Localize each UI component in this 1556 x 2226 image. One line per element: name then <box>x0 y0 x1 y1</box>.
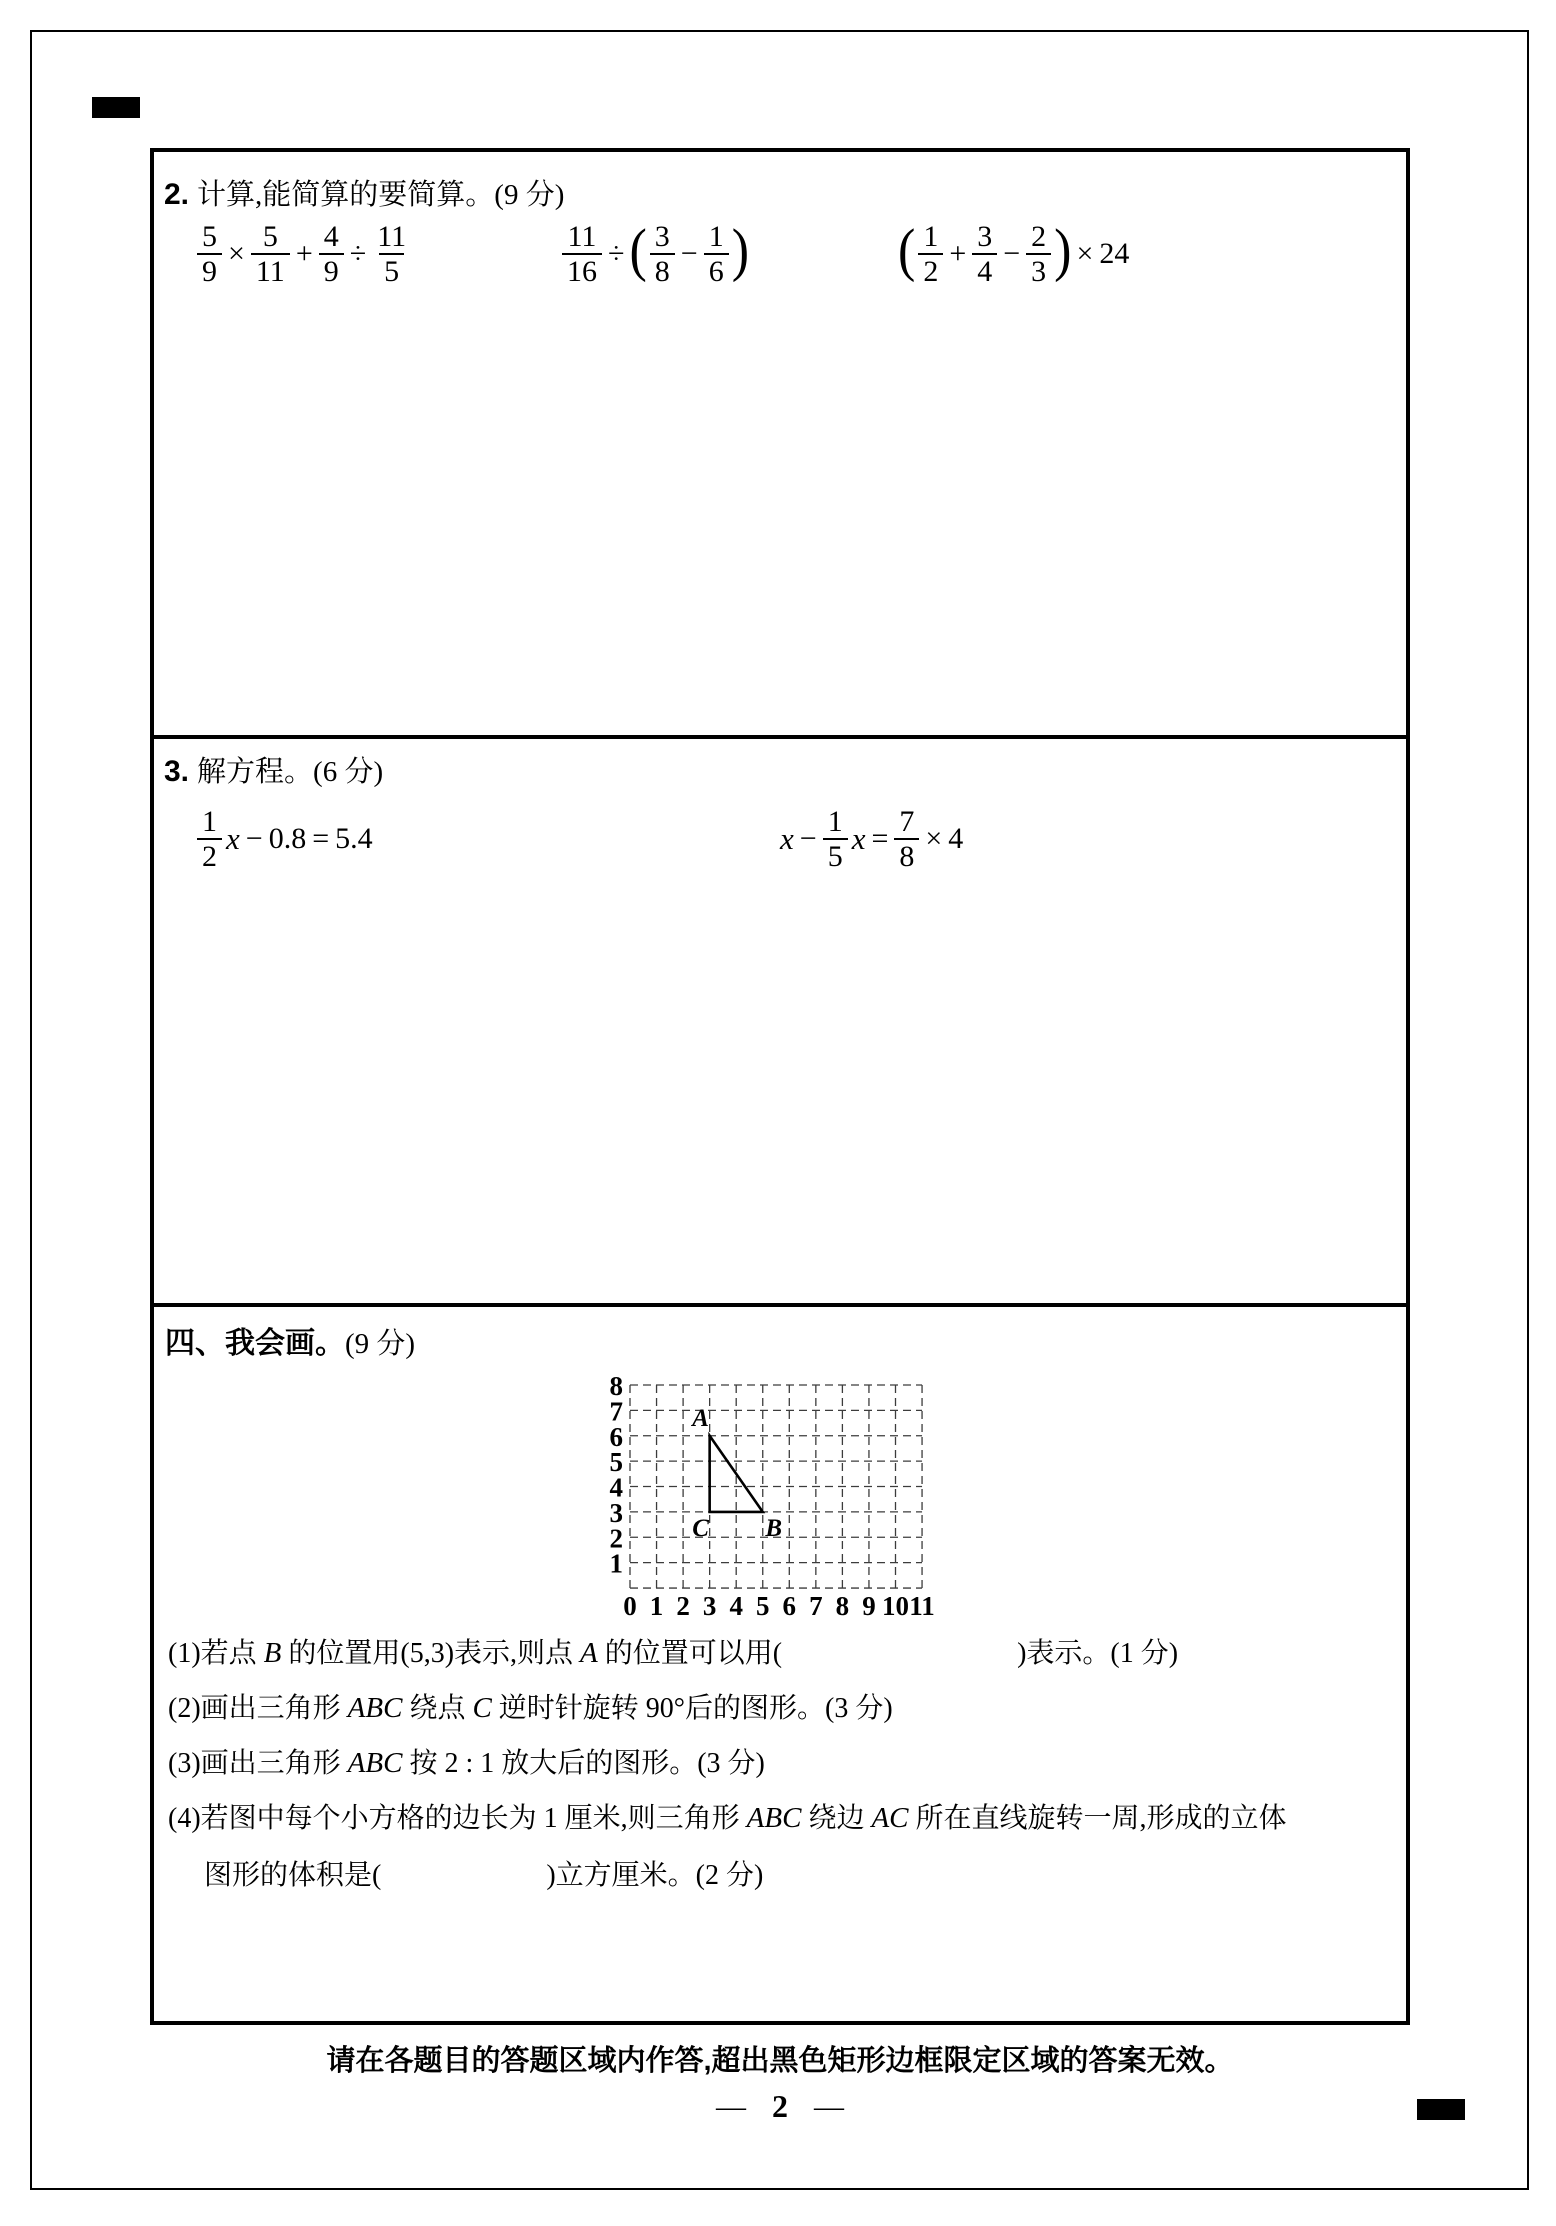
registration-mark-top-left <box>92 97 140 118</box>
expression-1: $\frac{5}{9}$ × $\frac{5}{11}$ + $\frac{4}{9}$ ÷ $\frac{11}{5}$ <box>195 220 413 288</box>
question-2-title <box>164 172 564 213</box>
svg-text:0: 0 <box>623 1591 637 1621</box>
answer-blank <box>782 1661 1017 1662</box>
vertex-label-c: C <box>692 1514 709 1542</box>
svg-text:2: 2 <box>609 1523 623 1554</box>
svg-text:4: 4 <box>609 1472 623 1503</box>
svg-text:5: 5 <box>609 1447 623 1478</box>
svg-text:3: 3 <box>609 1497 623 1528</box>
svg-text:9: 9 <box>862 1591 876 1621</box>
answer-region-box <box>150 148 1410 2025</box>
question-4-section <box>154 1303 1406 2021</box>
svg-text:7: 7 <box>809 1591 823 1621</box>
question-3-number: 3. <box>164 755 190 788</box>
question-3-title <box>164 749 383 790</box>
question-3-text: 解方程。 <box>197 756 314 788</box>
subquestion-3: (3)画出三角形 ABC 按 2 : 1 放大后的图形。(3 分) <box>168 1747 765 1779</box>
answer-blank <box>381 1883 546 1884</box>
equation-1: $\frac{1}{2}$ x − 0.8 = 5.4 <box>195 805 375 873</box>
question-2-text: 计算,能简算的要简算。 <box>197 179 495 211</box>
question-2-number: 2. <box>164 178 190 211</box>
question-4-score: (9 分) <box>345 1328 416 1360</box>
vertex-label-a: A <box>692 1404 709 1432</box>
svg-text:3: 3 <box>702 1591 717 1621</box>
svg-text:8: 8 <box>835 1591 850 1621</box>
triangle-abc <box>710 1436 763 1512</box>
svg-text:1: 1 <box>609 1548 623 1579</box>
subquestion-1: (1)若点 B 的位置用(5,3)表示,则点 A 的位置可以用( )表示。(1 分) <box>168 1637 1179 1669</box>
question-2-score: (9 分) <box>494 179 565 211</box>
svg-text:7: 7 <box>609 1396 623 1427</box>
page-number-row <box>150 2088 1410 2125</box>
question-4-heading: 四、我会画。 <box>165 1327 345 1360</box>
registration-mark-bottom-right <box>1417 2099 1465 2120</box>
equation-2: x − $\frac{1}{5}$ x = $\frac{7}{8}$ × 4 <box>780 805 964 873</box>
question-3-section <box>154 735 1406 1303</box>
question-3-score: (6 分) <box>313 756 384 788</box>
svg-text:4: 4 <box>729 1591 743 1621</box>
question-2-section <box>154 152 1406 735</box>
coordinate-grid-figure <box>595 1371 955 1626</box>
page-number-dash-right: — <box>814 2089 844 2123</box>
page-number-dash-left: — <box>716 2089 746 2123</box>
svg-text:8: 8 <box>609 1371 623 1401</box>
svg-text:11: 11 <box>909 1591 935 1621</box>
svg-text:10: 10 <box>882 1591 909 1621</box>
svg-text:5: 5 <box>756 1591 770 1621</box>
expression-2: $\frac{11}{16}$ ÷ ( $\frac{3}{8}$ − $\frac{1}{6}$ ) <box>560 220 750 288</box>
vertex-label-b: B <box>765 1514 783 1542</box>
svg-text:1: 1 <box>649 1591 664 1621</box>
svg-text:2: 2 <box>676 1591 690 1621</box>
svg-text:6: 6 <box>609 1421 623 1452</box>
footer-notice: 请在各题目的答题区域内作答,超出黑色矩形边框限定区域的答案无效。 <box>326 2045 1234 2077</box>
page-number: 2 <box>772 2088 788 2124</box>
svg-text:6: 6 <box>782 1591 797 1621</box>
question-4-title <box>165 1318 415 1362</box>
subquestion-4-line2: 图形的体积是( )立方厘米。(2 分) <box>204 1860 764 1891</box>
subquestion-4-line1: (4)若图中每个小方格的边长为 1 厘米,则三角形 ABC 绕边 AC 所在直线旋转一周,形成的立体 <box>168 1802 1287 1834</box>
expression-3: ( $\frac{1}{2}$ + $\frac{3}{4}$ − $\frac{2}{3}$ ) × 24 <box>898 217 1130 288</box>
coordinate-grid <box>595 1371 955 1621</box>
subquestion-2: (2)画出三角形 ABC 绕点 C 逆时针旋转 90°后的图形。(3 分) <box>168 1692 893 1724</box>
